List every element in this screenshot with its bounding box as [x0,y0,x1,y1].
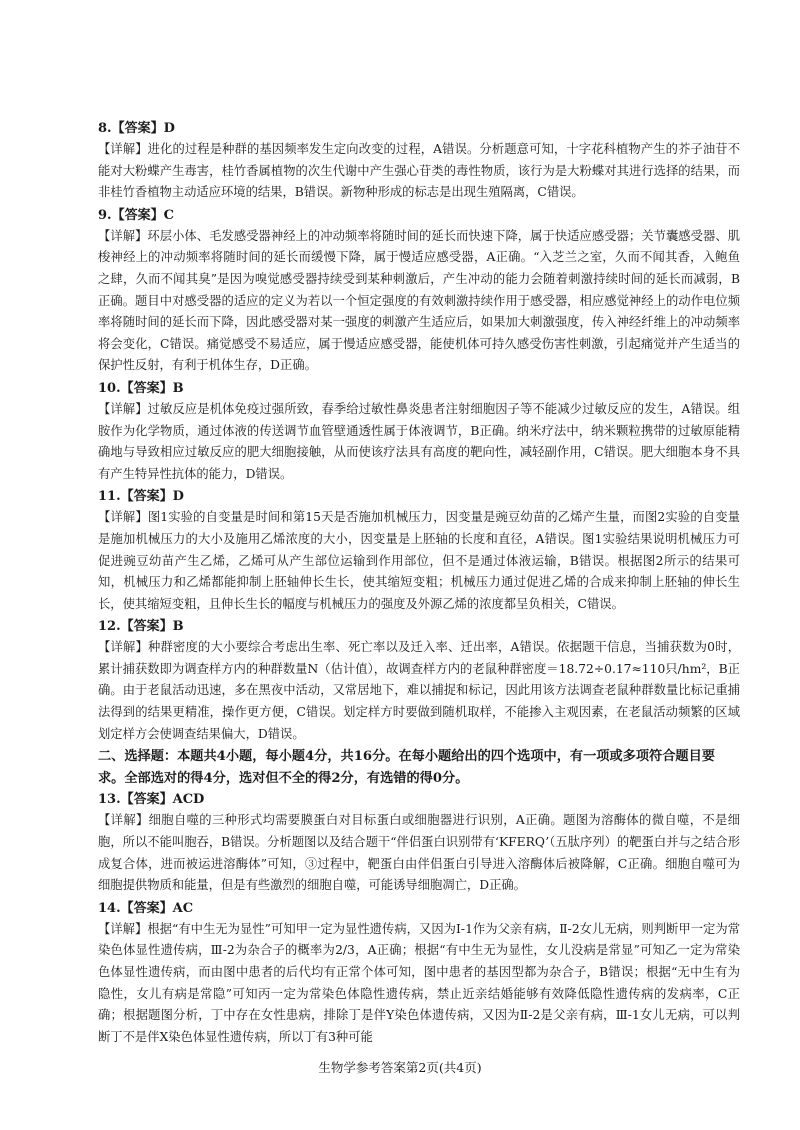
detail-text: 【详解】进化的过程是种群的基因频率发生定向改变的过程，A错误。分析题意可知，十字花科植物产生的芥子油苷不能对大粉蝶产生毒害，桂竹香属植物的次生代谢中产生强心苷类的毒性物质，该行为是大粉蝶对其进行选择的结果，而非桂竹香植物主动适应环境的结果，B错误。新物种形成的标志是出现生殖隔离，C错误。 [98,142,740,200]
detail-text: 【详解】种群密度的大小要综合考虑出生率、死亡率以及迁入率、迁出率，A错误。依据题干信息，当捕获数为0时，累计捕获数即为调查样方内的种群数量N（估计值），故调查样方内的老鼠种群密度＝18.72÷0.17≈110只/hm²，B正确。由于老鼠活动迅速，多在黑夜中活动，又常居地下，难以捕捉和标记，因此用该方法调查老鼠种群数量比标记重捕法得到的结果更精准，操作更方便，C错误。划定样方时要做到随机取样，不能掺入主观因素，在老鼠活动频繁的区域划定样方会使调查结果偏大，D错误。 [98,640,740,741]
detail-text: 【详解】环层小体、毛发感受器神经上的冲动频率将随时间的延长而快速下降，属于快适应感受器；关节囊感受器、肌梭神经上的冲动频率将随时间的延长而缓慢下降，属于慢适应感受器，A正确。“入芝兰之室，久而不闻其香，入鲍鱼之肆，久而不闻其臭”是因为嗅觉感受器持续受到某种刺激后，产生冲动的能力会随着刺激持续时间的延长而减弱，B正确。题目中对感受器的适应的定义为若以一个恒定强度的有效刺激持续作用于感受器，相应感觉神经上的动作电位频率将随时间的延长而下降，因此感受器对某一强度的刺激产生适应后，如果加大刺激强度，传入神经纤维上的冲动频率将会变化，C错误。痛觉感受不易适应，属于慢适应感受器，能使机体可持久感受伤害性刺激，引起痛觉并产生适当的保护性反射，有利于机体生存，D正确。 [98,228,740,373]
answer-line: 12.【答案】B [98,619,184,635]
detail-text: 【详解】细胞自噬的三种形式均需要膜蛋白对目标蛋白或细胞器进行识别，A正确。题图为溶酶体的微自噬，不是细胞，所以不能叫胞吞，B错误。分析题图以及结合题干“伴侣蛋白识别带有‘KFERQ’（五肽序列）的靶蛋白并与之结合形成复合体，进而被运进溶酶体”可知，③过程中，靶蛋白由伴侣蛋白引导进入溶酶体后被降解，C正确。细胞自噬可为细胞提供物质和能量，但是有些激烈的细胞自噬，可能诱导细胞凋亡，D正确。 [98,813,740,893]
question-11 [98,486,740,615]
section-heading: 二、选择题：本题共4小题，每小题4分，共16分。在每小题给出的四个选项中，有一项或多项符合题目要求。全部选对的得4分，选对但不全的得2分，有选错的得0分。 [98,749,715,786]
answer-line: 8.【答案】D [98,121,175,136]
answer-line: 9.【答案】C [98,207,174,223]
question-9 [98,205,740,377]
question-10 [98,378,740,485]
answer-line: 10.【答案】B [98,380,184,396]
detail-text: 【详解】过敏反应是机体免疫过强所致，春季给过敏性鼻炎患者注射细胞因子等不能减少过敏反应的发生，A错误。组胺作为化学物质，通过体液的传送调节血管壁通透性属于体液调节，B正确。纳米疗法中，纳米颗粒携带的过敏原能精确地与导致相应过敏反应的肥大细胞接触，从而使该疗法具有高度的靶向性，减轻副作用，C错误。肥大细胞本身不具有产生特异性抗体的能力，D错误。 [98,401,740,481]
question-13 [98,789,740,896]
detail-text: 【详解】根据“有中生无为显性”可知甲一定为显性遗传病，又因为Ⅰ-1作为父亲有病，Ⅱ-2女儿无病，则判断甲一定为常染色体显性遗传病，Ⅲ-2为杂合子的概率为2/3，A正确；根据“有中生无为显性，女儿没病是常显”可知乙一定为常染色体显性遗传病，而由图中患者的后代均有正常个体可知，图中患者的基因型都为杂合子，B错误；根据“无中生有为隐性，女儿有病是常隐”可知丙一定为常染色体隐性遗传病，禁止近亲结婚能够有效降低隐性遗传病的发病率，C正确；根据题图分析，丁中存在女性患病，排除丁是伴Y染色体遗传病，又因为Ⅱ-2是父亲有病，Ⅲ-1女儿无病，可以判断丁不是伴X染色体显性遗传病，所以丁有3种可能 [98,921,740,1044]
answer-line: 13.【答案】ACD [98,792,205,808]
question-12 [98,616,740,745]
question-8 [98,118,740,204]
page-footer: 生物学参考答案第2页(共4页) [318,1060,482,1075]
answer-line: 11.【答案】D [98,489,184,505]
detail-text: 【详解】图1实验的自变量是时间和第15天是否施加机械压力，因变量是豌豆幼苗的乙烯产生量，而图2实验的自变量是施加机械压力的大小及施用乙烯浓度的大小，因变量是上胚轴的长度和直径，A错误。图1实验结果说明机械压力可促进豌豆幼苗产生乙烯，乙烯可从产生部位运输到作用部位，但不是通过体液运输，B错误。根据图2所示的结果可知，机械压力和乙烯都能抑制上胚轴伸长生长，使其缩短变粗；机械压力通过促进乙烯的合成来抑制上胚轴的伸长生长，使其缩短变粗，且伸长生长的幅度与机械压力的强度及外源乙烯的浓度都呈负相关，C错误。 [98,510,740,611]
question-14 [98,898,740,1049]
answer-line: 14.【答案】AC [98,900,194,916]
